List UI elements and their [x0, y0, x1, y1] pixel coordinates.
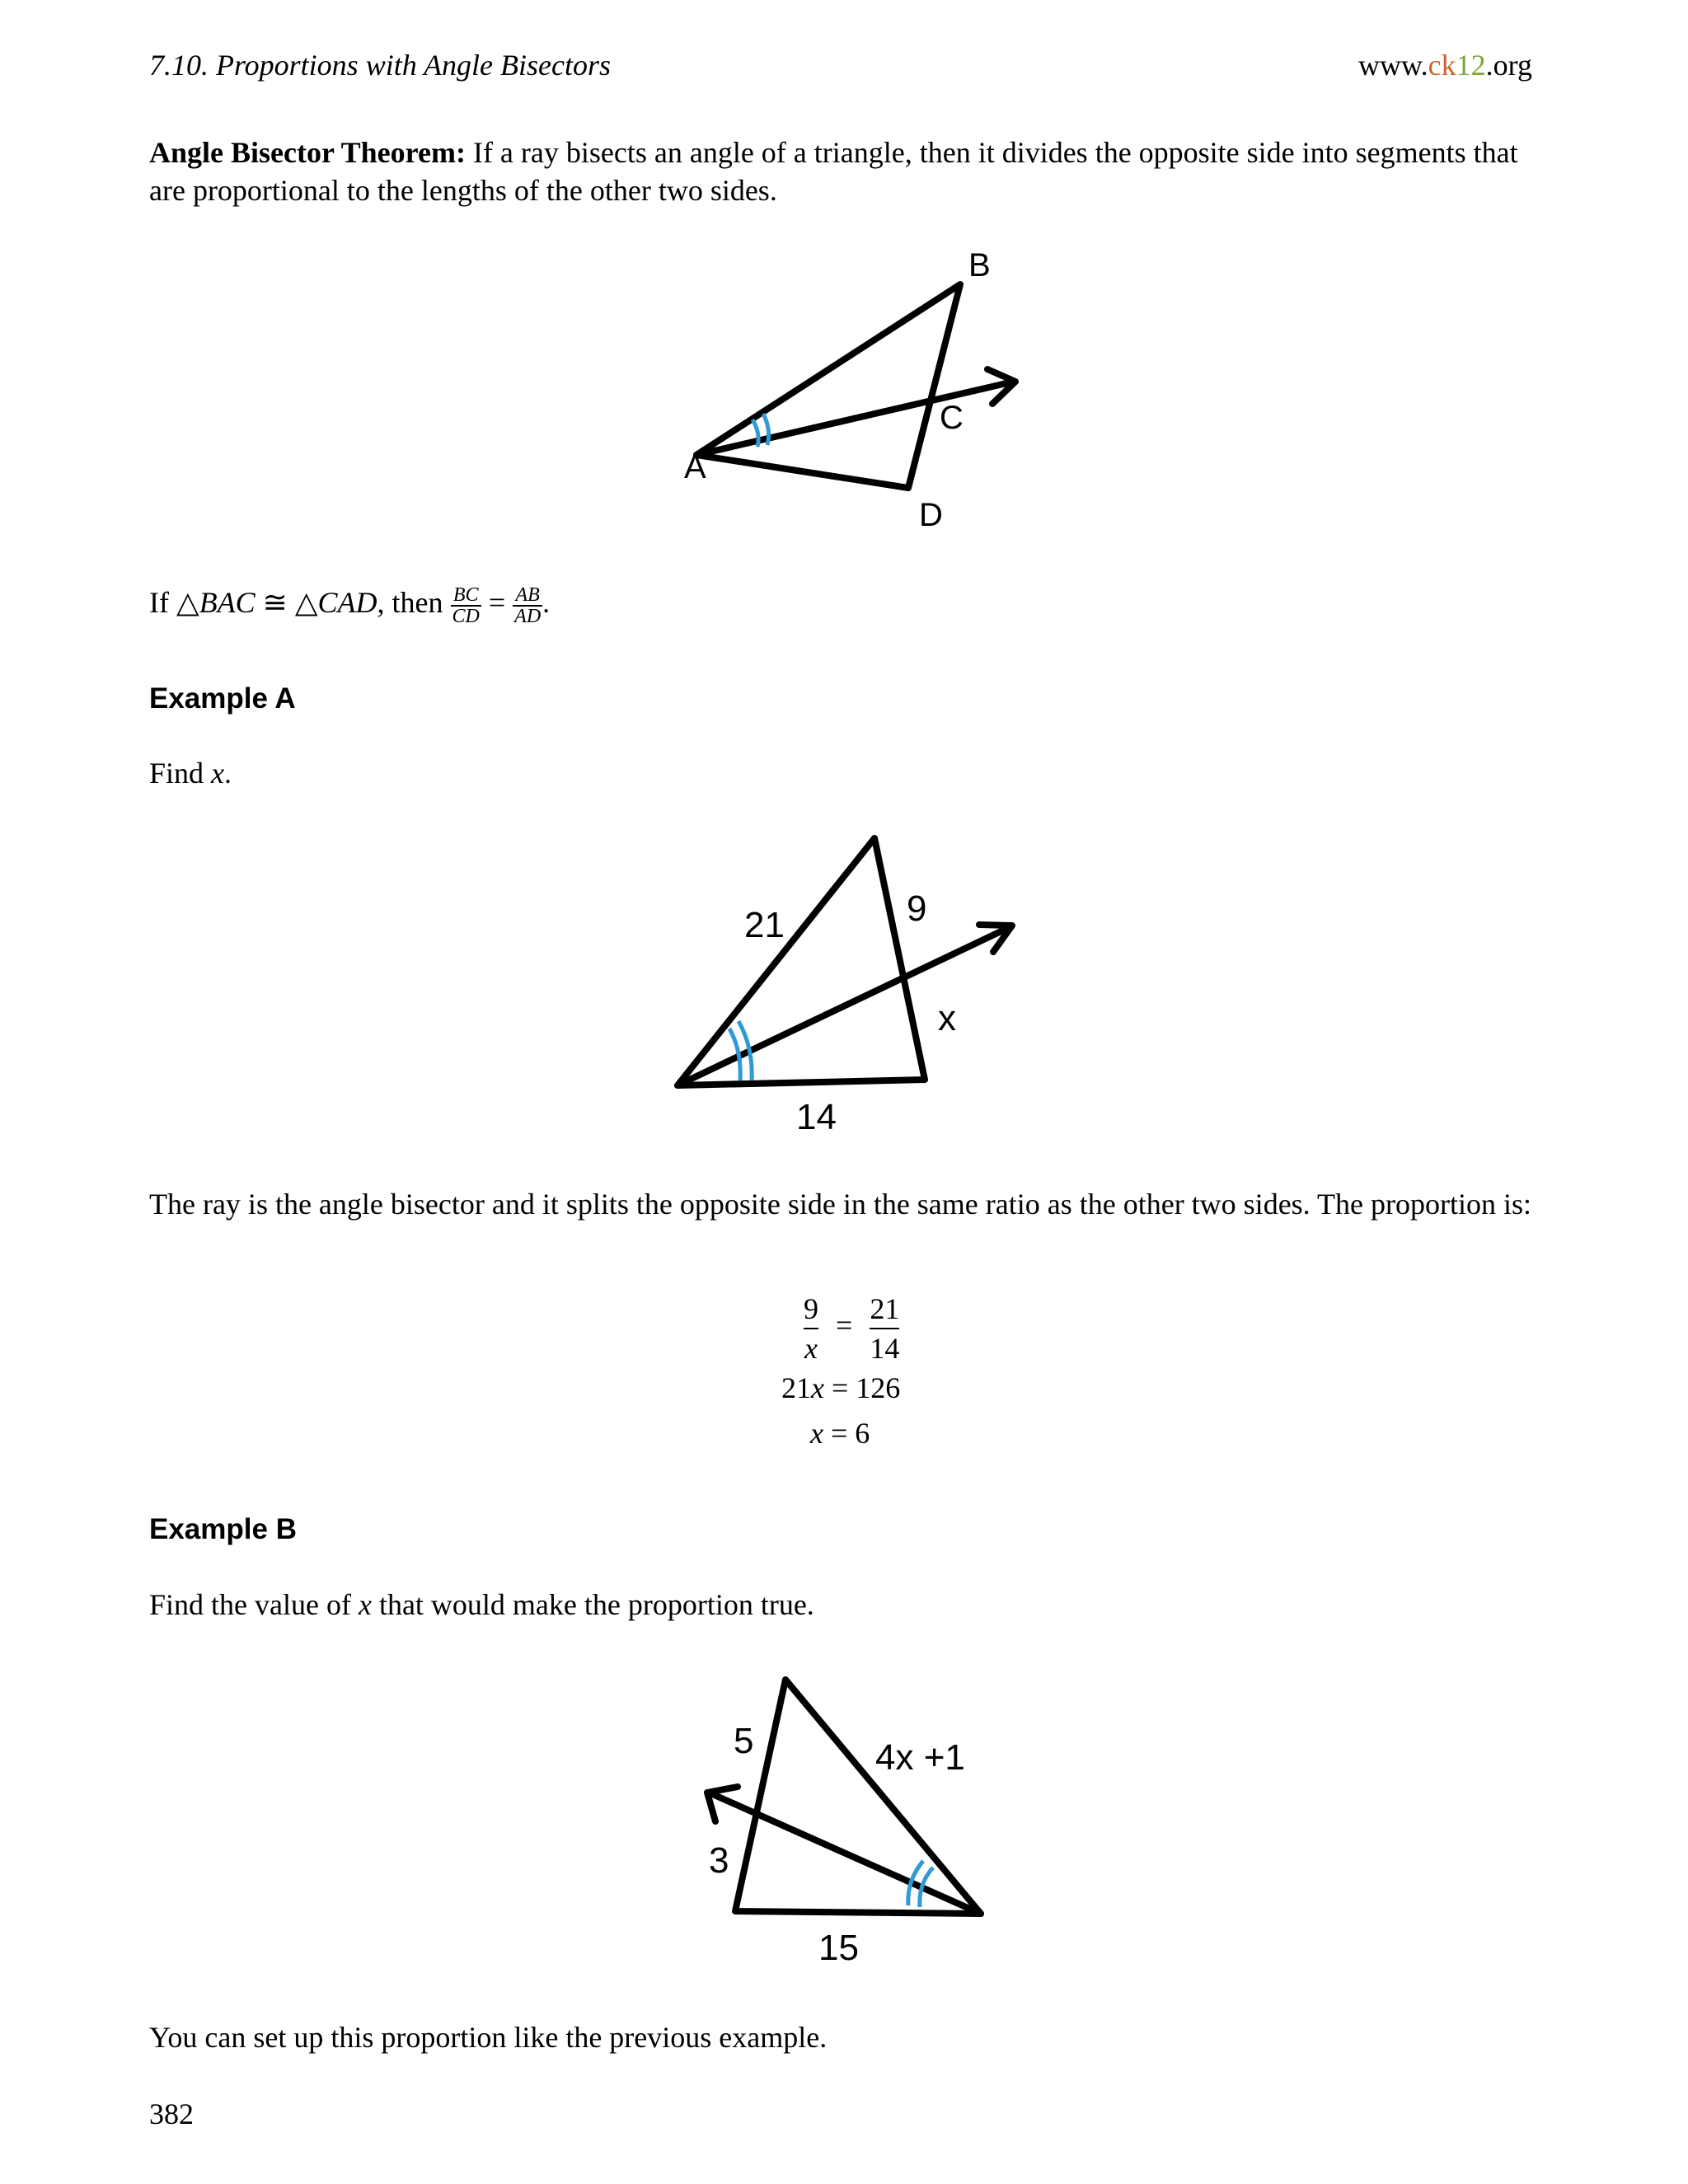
angle-marks-a [729, 1021, 752, 1080]
example-b-prompt-var: x [358, 1588, 372, 1621]
running-header-section: 7.10. Proportions with Angle Bisectors [149, 49, 612, 82]
fraction-bc-cd [451, 585, 481, 626]
label-a: A [684, 449, 706, 485]
line3-var: x [810, 1417, 823, 1450]
statement-then: , then [377, 586, 451, 619]
frac1-denominator: CD [452, 605, 480, 627]
statement-end: . [542, 586, 551, 619]
line2-var: x [811, 1371, 824, 1404]
label-21: 21 [744, 905, 785, 945]
f2-num: 21 [870, 1290, 899, 1329]
site-num: 12 [1456, 49, 1486, 82]
line3-rest: = 6 [823, 1417, 870, 1450]
label-b: B [968, 247, 991, 284]
theorem-text: If a ray bisects an angle of a triangle, then it divides the opposite side into segments that are proportional to the lengths of the other two sides. [149, 136, 1518, 207]
statement-tri2: CAD [317, 586, 377, 619]
triangle-example-b [735, 1680, 981, 1914]
theorem-statement [149, 583, 1542, 626]
statement-cong: ≅ △ [255, 586, 318, 619]
triangle-abd [696, 284, 960, 488]
label-5: 5 [734, 1721, 754, 1761]
figure-example-b [692, 1657, 1006, 1978]
fraction-9-x [804, 1290, 818, 1367]
theorem-label: Angle Bisector Theorem: [149, 136, 466, 169]
label-4x-plus-1: 4x +1 [875, 1737, 965, 1778]
label-9: 9 [907, 888, 927, 929]
label-d: D [919, 497, 943, 533]
example-a-prompt-var: x [211, 757, 225, 790]
frac1-numerator: BC [451, 585, 481, 607]
example-b-closing: You can set up this proportion like the previous example. [149, 2021, 828, 2054]
figure-angle-bisector-theorem [651, 239, 1047, 544]
f1-den: x [804, 1332, 818, 1365]
proportion-equals: = [836, 1309, 853, 1343]
example-b-prompt-text1: Find the value of [149, 1588, 359, 1621]
example-a-explanation: The ray is the angle bisector and it splits the opposite side in the same ratio as the other two sides. The proportion is: [149, 1188, 1531, 1221]
label-14: 14 [796, 1097, 837, 1137]
example-a-prompt-end: . [224, 757, 232, 790]
frac2-denominator: AD [514, 605, 542, 627]
fraction-ab-ad [513, 585, 542, 626]
fraction-21-14 [870, 1290, 899, 1367]
equation-line-2 [781, 1371, 900, 1405]
bisector-ray [696, 382, 1014, 455]
f2-den: 14 [870, 1332, 900, 1365]
triangle-example-a [678, 838, 925, 1085]
running-header-site[interactable] [1358, 48, 1532, 82]
statement-prefix: If △ [149, 586, 199, 619]
site-suffix: .org [1485, 49, 1532, 82]
equation-line-3 [810, 1416, 870, 1451]
figure-example-a [659, 828, 1039, 1150]
site-ck: ck [1428, 49, 1456, 82]
label-x: x [938, 998, 956, 1038]
example-b-prompt [149, 1586, 1542, 1624]
example-a-prompt-text: Find [149, 757, 212, 790]
f1-num: 9 [804, 1290, 818, 1329]
site-prefix: www. [1358, 49, 1428, 82]
statement-tri1: BAC [199, 586, 256, 619]
bisector-ray-a [678, 927, 1010, 1085]
example-a-prompt [149, 754, 1542, 792]
example-b-prompt-text2: that would make the proportion true. [371, 1588, 814, 1621]
frac2-numerator: AB [513, 585, 542, 607]
example-b-heading: Example B [149, 1513, 297, 1545]
theorem-paragraph [149, 134, 1542, 209]
example-a-heading: Example A [149, 682, 296, 715]
label-c: C [940, 400, 964, 436]
line2-coef: 21 [781, 1371, 811, 1404]
line2-rest: = 126 [823, 1371, 901, 1404]
label-3: 3 [709, 1840, 729, 1881]
label-15: 15 [818, 1928, 859, 1968]
page-number: 382 [149, 2097, 194, 2130]
proportion-line [804, 1290, 899, 1367]
statement-equals: = [481, 586, 513, 619]
